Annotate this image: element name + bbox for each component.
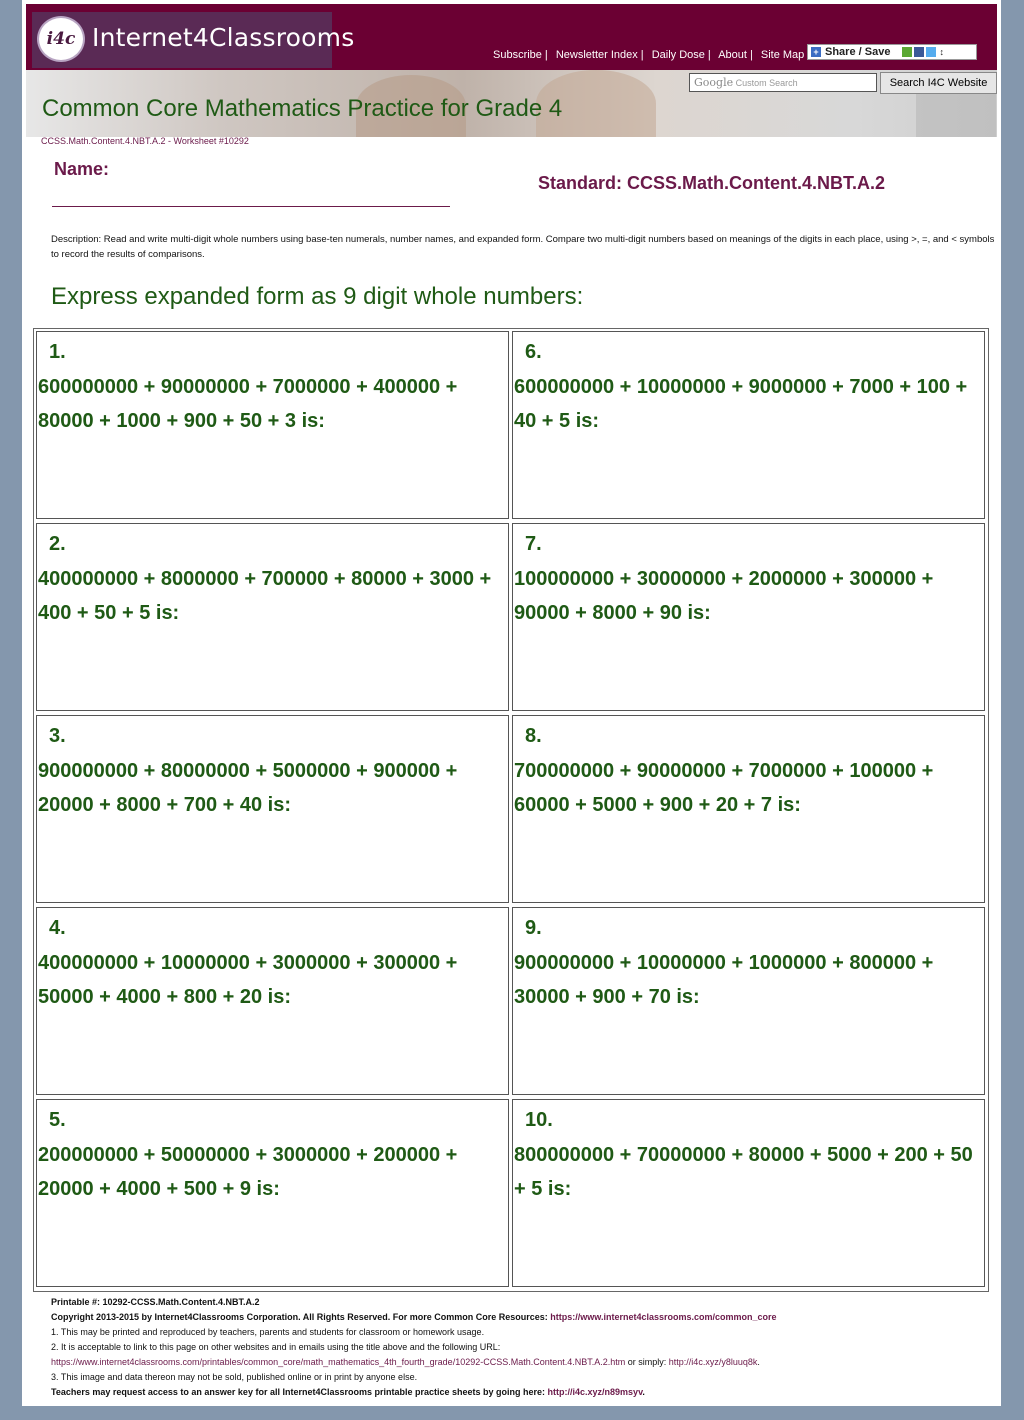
problem-text: 900000000 + 10000000 + 1000000 + 800000 + 30000 + 900 + 70 is: <box>514 952 934 1008</box>
site-logo[interactable] <box>32 12 355 68</box>
nav-newsletter-index[interactable]: Newsletter Index <box>555 49 638 61</box>
usage-note-1: 1. This may be printed and reproduced by teachers, parents and students for classroom or homework usage. <box>51 1327 485 1337</box>
problem-cell <box>512 331 985 519</box>
or-text: or simply: <box>625 1357 669 1367</box>
standard-label: Standard: CCSS.Math.Content.4.NBT.A.2 <box>538 173 886 193</box>
name-label: Name: <box>54 159 110 179</box>
problem-number: 1. <box>49 341 66 363</box>
nav-about[interactable]: About <box>718 49 747 61</box>
problem-cell <box>512 907 985 1095</box>
problem-number: 9. <box>525 917 542 939</box>
short-url-link[interactable]: http://i4c.xyz/y8luuq8k <box>668 1357 758 1367</box>
usage-note-3: 3. This image and data thereon may not be sold, published online or in print by anyone else. <box>51 1372 418 1382</box>
problem-cell <box>36 331 509 519</box>
footer <box>51 1295 995 1400</box>
google-logo: Google <box>694 76 734 89</box>
share-save-button[interactable] <box>807 44 977 60</box>
usage-note-2: 2. It is acceptable to link to this page on other websites and in emails using the title above and the following URL: <box>51 1342 501 1352</box>
answer-key-note: Teachers may request access to an answer key for all Internet4Classrooms printable practice sheets by going here: http://i4c.xyz/n89msyv. <box>51 1387 645 1397</box>
usage-note-2-url: https://www.internet4classrooms.com/printables/common_core/math_mathematics_4th_fourth_grade/10292-CCSS.Math.Content.4.NBT.A.2.htm or simply: http://i4c.xyz/y8luuq8k. <box>51 1357 760 1367</box>
logo-mark: i4c <box>37 16 85 62</box>
problem-number: 5. <box>49 1109 66 1131</box>
nav-daily-dose[interactable]: Daily Dose <box>651 49 705 61</box>
breadcrumb: CCSS.Math.Content.4.NBT.A.2 - Worksheet #10292 <box>41 136 249 146</box>
problem-cell <box>36 715 509 903</box>
page-title: Common Core Mathematics Practice for Grade 4 <box>42 95 563 122</box>
search-placeholder: Custom Search <box>735 78 798 88</box>
top-nav: Subscribe | Newsletter Index | Daily Dose | About | Site Map <box>493 49 805 61</box>
problem-number: 7. <box>525 533 542 555</box>
nav-site-map[interactable]: Site Map <box>760 49 805 61</box>
common-core-link[interactable]: https://www.internet4classrooms.com/common_core <box>550 1312 777 1322</box>
problem-cell <box>512 1099 985 1287</box>
problem-text: 400000000 + 8000000 + 700000 + 80000 + 3000 + 400 + 50 + 5 is: <box>38 568 492 624</box>
share-email-icon <box>902 47 912 57</box>
site-header <box>26 4 997 70</box>
site-search-input[interactable] <box>689 73 877 92</box>
answer-key-text: Teachers may request access to an answer key for all Internet4Classrooms printable practice sheets by going here: <box>51 1387 548 1397</box>
problem-cell <box>512 715 985 903</box>
worksheet-page <box>22 0 1001 1406</box>
problem-text: 700000000 + 90000000 + 7000000 + 100000 + 60000 + 5000 + 900 + 20 + 7 is: <box>514 760 934 816</box>
problem-number: 8. <box>525 725 542 747</box>
copyright-text: Copyright 2013-2015 by Internet4Classrooms Corporation. All Rights Reserved. For more Common Core Resources: <box>51 1312 551 1322</box>
problem-number: 10. <box>525 1109 553 1131</box>
description: Description: Read and write multi-digit whole numbers using base-ten numerals, number names, and expanded form. Compare two multi-digit numbers based on meanings of the digits in each place, using >, =, and < symbols to record the results of comparisons. <box>51 234 995 260</box>
problem-cell <box>512 523 985 711</box>
plus-icon: + <box>811 47 821 57</box>
problem-text: 400000000 + 10000000 + 3000000 + 300000 + 50000 + 4000 + 800 + 20 is: <box>38 952 458 1008</box>
share-label: Share / Save <box>825 46 891 58</box>
problem-cell <box>36 523 509 711</box>
problem-grid <box>33 328 989 1292</box>
problem-text: 200000000 + 50000000 + 3000000 + 200000 + 20000 + 4000 + 500 + 9 is: <box>38 1144 458 1200</box>
dropdown-arrows-icon: ↕ <box>939 47 944 57</box>
problem-cell <box>36 907 509 1095</box>
search-button[interactable]: Search I4C Website <box>880 72 997 94</box>
printable-number: Printable #: 10292-CCSS.Math.Content.4.NBT.A.2 <box>51 1297 260 1307</box>
answer-key-link[interactable]: http://i4c.xyz/n89msyv <box>547 1387 643 1397</box>
copyright <box>51 1310 995 1325</box>
problem-number: 3. <box>49 725 66 747</box>
problem-text: 100000000 + 30000000 + 2000000 + 300000 + 90000 + 8000 + 90 is: <box>514 568 934 624</box>
logo-text: Internet4Classrooms <box>92 23 355 52</box>
problem-number: 6. <box>525 341 542 363</box>
twitter-icon <box>926 47 936 57</box>
problem-text: 600000000 + 10000000 + 9000000 + 7000 + 100 + 40 + 5 is: <box>514 376 968 432</box>
problem-number: 2. <box>49 533 66 555</box>
instruction: Express expanded form as 9 digit whole numbers: <box>51 283 584 310</box>
facebook-icon <box>914 47 924 57</box>
name-line <box>52 206 450 208</box>
nav-subscribe[interactable]: Subscribe <box>493 49 542 61</box>
problem-text: 900000000 + 80000000 + 5000000 + 900000 + 20000 + 8000 + 700 + 40 is: <box>38 760 458 816</box>
problem-text: 600000000 + 90000000 + 7000000 + 400000 + 80000 + 1000 + 900 + 50 + 3 is: <box>38 376 458 432</box>
problem-number: 4. <box>49 917 66 939</box>
worksheet-url-link[interactable]: https://www.internet4classrooms.com/printables/common_core/math_mathematics_4th_fourth_grade/10292-CCSS.Math.Content.4.NBT.A.2.htm <box>51 1357 626 1367</box>
problem-cell <box>36 1099 509 1287</box>
problem-text: 800000000 + 70000000 + 80000 + 5000 + 200 + 50 + 5 is: <box>514 1144 973 1200</box>
